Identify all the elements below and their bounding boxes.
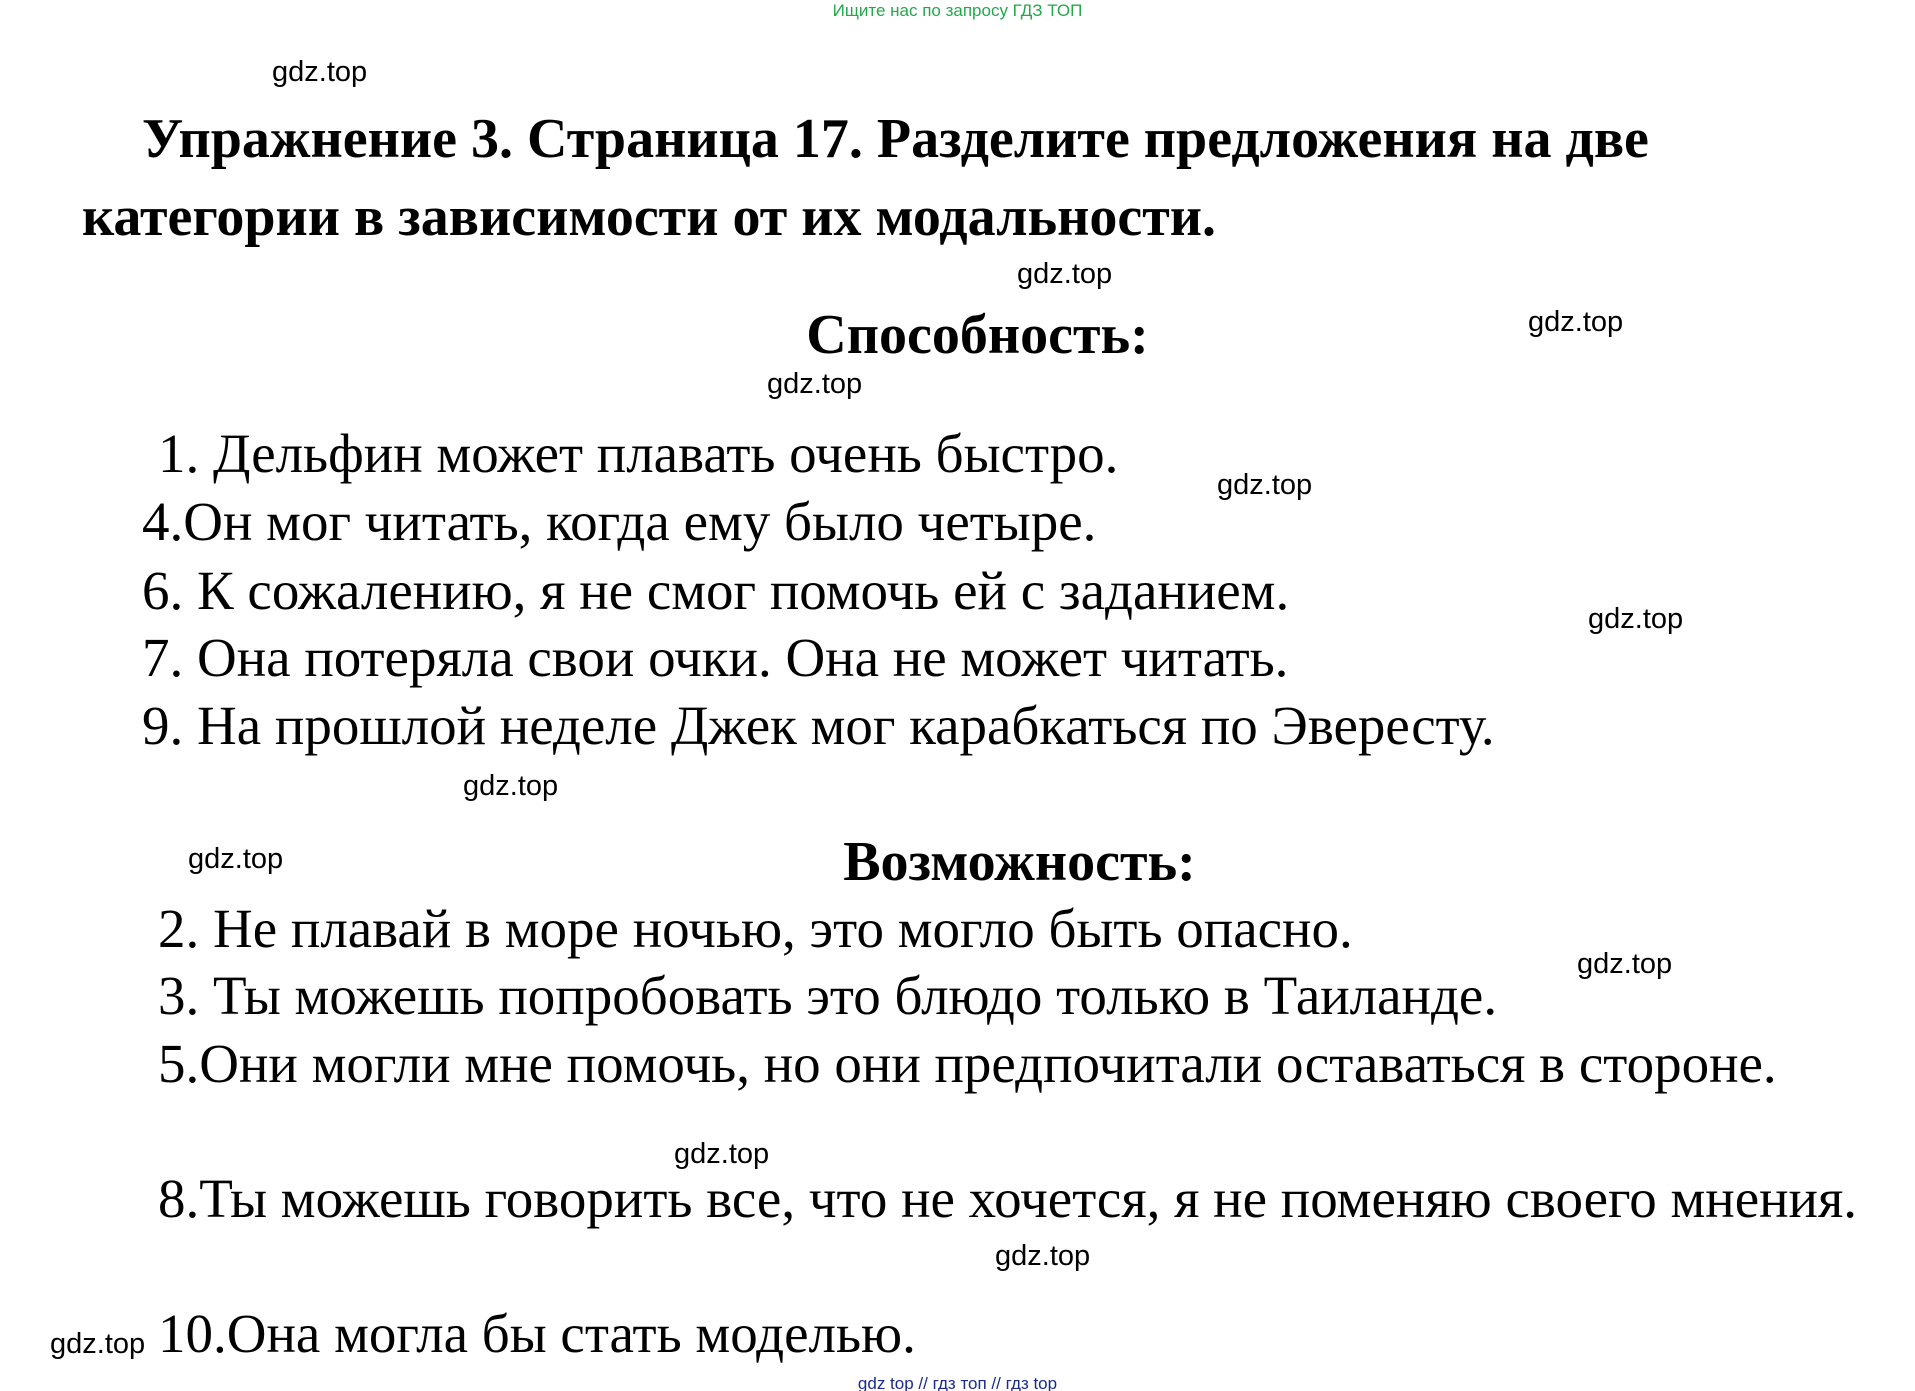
watermark: gdz.top bbox=[272, 56, 368, 88]
watermark: gdz.top bbox=[1217, 469, 1313, 501]
list-item: 10.Она могла бы стать моделью. bbox=[158, 1303, 916, 1364]
list-item: 1. Дельфин может плавать очень быстро. bbox=[158, 423, 1119, 484]
list-item: 4.Он мог читать, когда ему было четыре. bbox=[142, 491, 1097, 552]
watermark: gdz.top bbox=[995, 1240, 1091, 1272]
list-item: 6. К сожалению, я не смог помочь ей с заданием. bbox=[142, 560, 1290, 621]
list-item: 8.Ты можешь говорить все, что не хочется, я не поменяю своего мнения. bbox=[158, 1168, 1858, 1229]
list-item: 2. Не плавай в море ночью, это могло быть опасно. bbox=[158, 898, 1353, 959]
footer-watermark: gdz top // гдз топ // гдз top bbox=[857, 1374, 1058, 1391]
list-item: 3. Ты можешь попробовать это блюдо только в Таиланде. bbox=[158, 965, 1498, 1026]
exercise-heading: Упражнение 3. Страница 17. Разделите предложения на две категории в зависимости от их модальности. bbox=[82, 108, 1649, 248]
watermark: gdz.top bbox=[767, 368, 863, 400]
watermark: gdz.top bbox=[1577, 948, 1673, 980]
list-item: 9. На прошлой неделе Джек мог карабкаться по Эвересту. bbox=[142, 695, 1495, 756]
watermark: gdz.top bbox=[1588, 603, 1684, 635]
watermark: gdz.top bbox=[674, 1138, 770, 1170]
watermark: gdz.top bbox=[1017, 258, 1113, 290]
top-banner: Ищите нас по запросу ГДЗ ТОП bbox=[832, 1, 1083, 20]
list-item: 5.Они могли мне помочь, но они предпочитали оставаться в стороне. bbox=[158, 1033, 1777, 1094]
section-title-possibility: Возможность: bbox=[843, 831, 1196, 893]
watermark: gdz.top bbox=[463, 770, 559, 802]
section-title-ability: Способность: bbox=[806, 304, 1149, 366]
list-item: 7. Она потеряла свои очки. Она не может читать. bbox=[142, 627, 1289, 688]
watermark: gdz.top bbox=[50, 1328, 146, 1360]
watermark: gdz.top bbox=[188, 843, 284, 875]
watermark: gdz.top bbox=[1528, 306, 1624, 338]
